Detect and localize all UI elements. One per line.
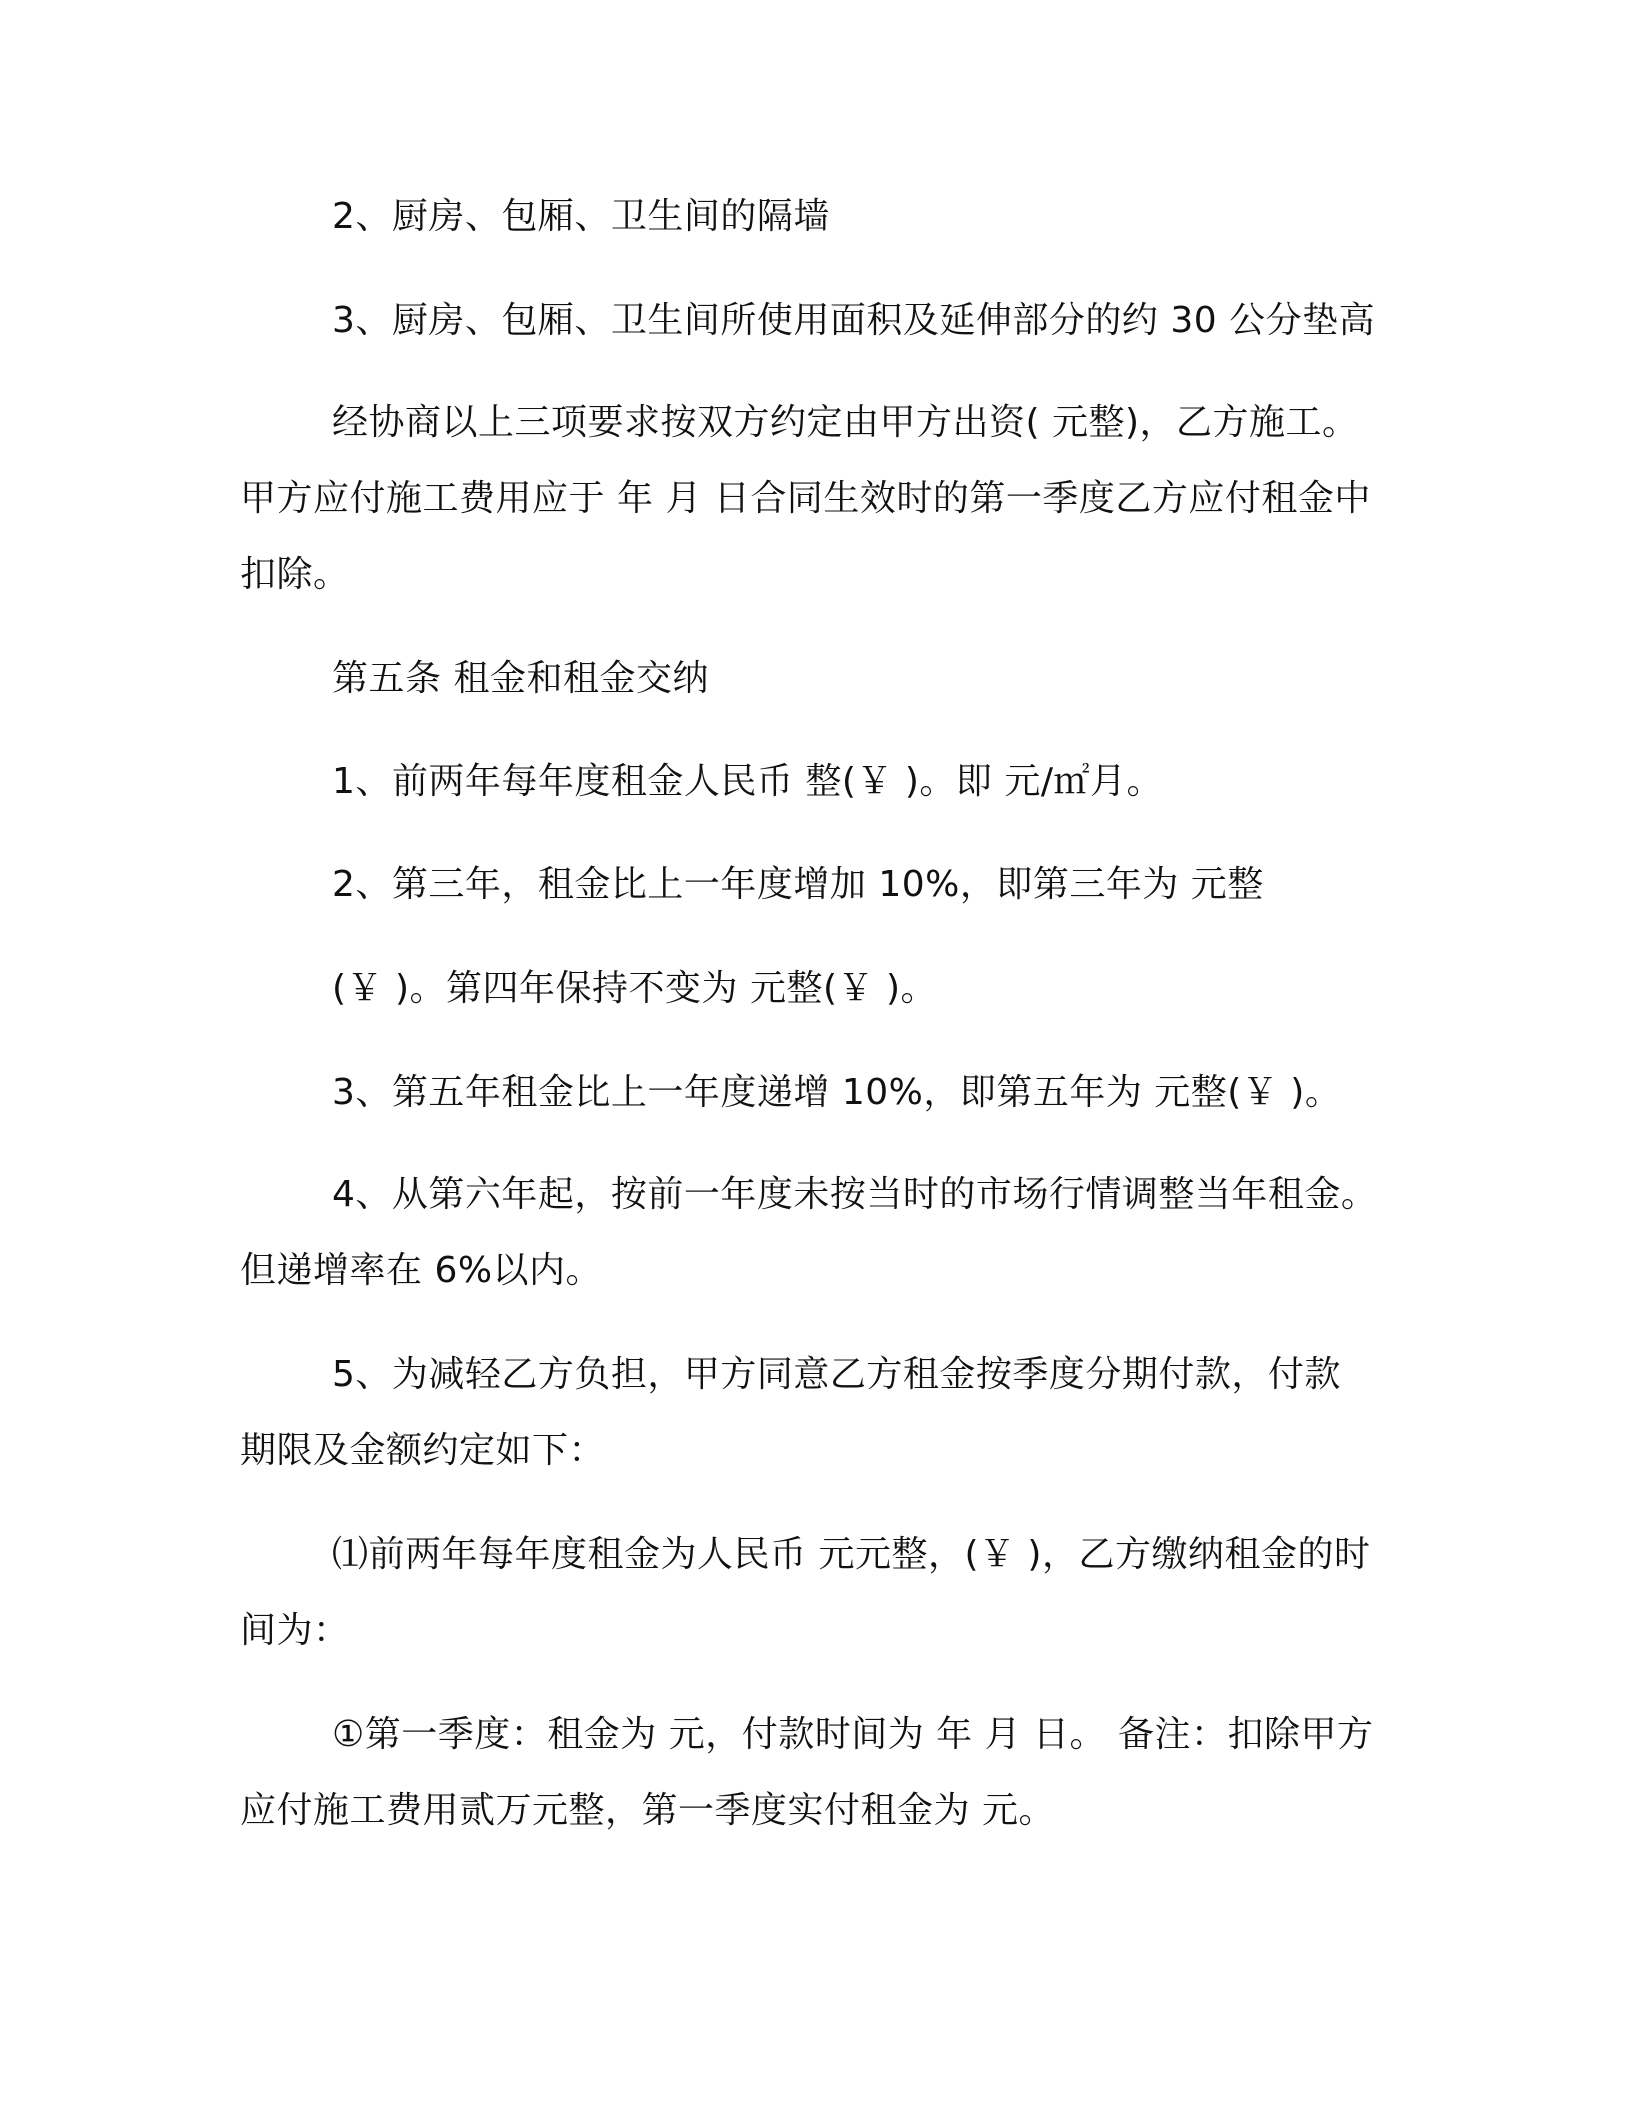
doc-line-16: 间为： bbox=[240, 1610, 350, 1651]
doc-line-5: 扣除。 bbox=[240, 554, 350, 595]
doc-line-3: 经协商以上三项要求按双方约定由甲方出资( 元整)，乙方施工。 bbox=[332, 402, 1359, 443]
doc-line-10: 3、第五年租金比上一年度递增 10%，即第五年为 元整(￥ )。 bbox=[332, 1072, 1342, 1113]
doc-line-8: 2、第三年，租金比上一年度增加 10%，即第三年为 元整 bbox=[332, 864, 1264, 905]
doc-line-15: ⑴前两年每年度租金为人民币 元元整，(￥ )，乙方缴纳租金的时 bbox=[332, 1534, 1371, 1575]
doc-line-14: 期限及金额约定如下： bbox=[240, 1430, 606, 1471]
doc-line-2: 3、厨房、包厢、卫生间所使用面积及延伸部分的约 30 公分垫高 bbox=[332, 300, 1376, 341]
doc-line-4: 甲方应付施工费用应于 年 月 日合同生效时的第一季度乙方应付租金中 bbox=[240, 478, 1371, 519]
doc-line-7: 1、前两年每年度租金人民币 整(￥ )。即 元/㎡月。 bbox=[332, 761, 1163, 802]
doc-line-17: ①第一季度：租金为 元，付款时间为 年 月 日。 备注：扣除甲方 bbox=[332, 1714, 1374, 1755]
doc-line-1: 2、厨房、包厢、卫生间的隔墙 bbox=[332, 196, 830, 237]
section-heading: 第五条 租金和租金交纳 bbox=[332, 658, 709, 699]
doc-line-11: 4、从第六年起，按前一年度未按当时的市场行情调整当年租金。 bbox=[332, 1174, 1378, 1215]
doc-line-12: 但递增率在 6%以内。 bbox=[240, 1250, 603, 1291]
doc-line-13: 5、为减轻乙方负担，甲方同意乙方租金按季度分期付款，付款 bbox=[332, 1354, 1341, 1395]
doc-line-9: (￥ )。第四年保持不变为 元整(￥ )。 bbox=[332, 968, 938, 1009]
doc-line-18: 应付施工费用贰万元整，第一季度实付租金为 元。 bbox=[240, 1790, 1055, 1831]
